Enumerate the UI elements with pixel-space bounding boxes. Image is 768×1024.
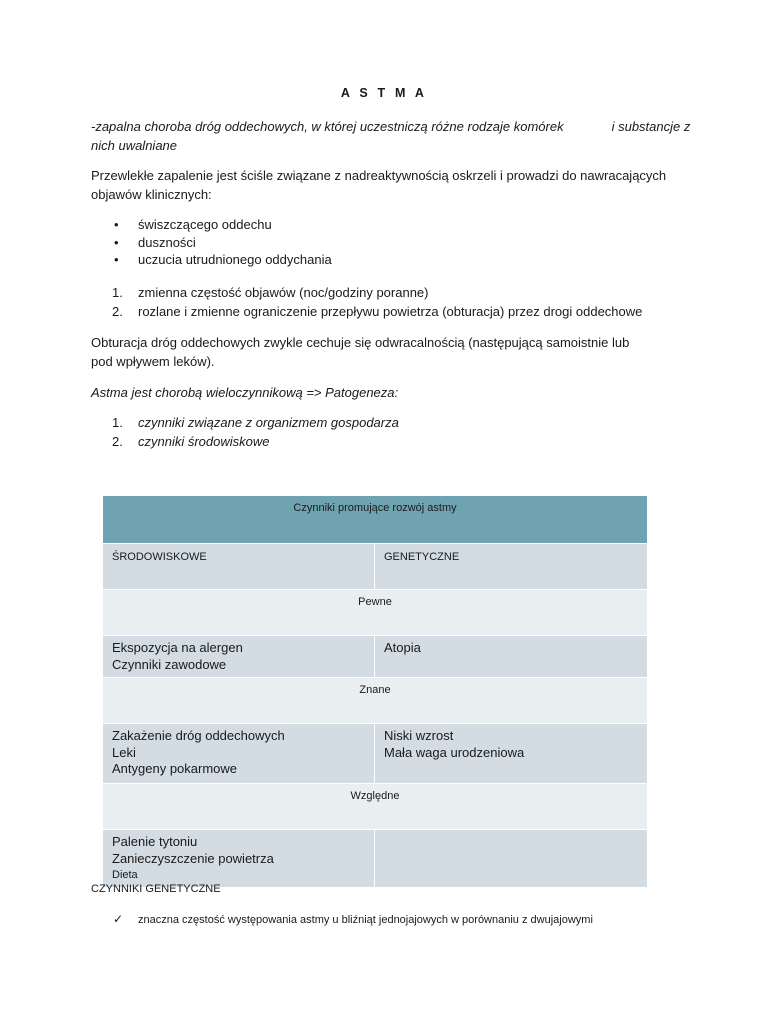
list-item: • duszności [114,234,196,250]
table-row [103,830,648,888]
pathogenesis-list [91,413,399,451]
list-number: 1. [112,285,123,300]
column-header-environmental: ŚRODOWISKOWE [103,544,375,590]
features-list [91,283,642,321]
list-item: • świszczącego oddechu [114,217,272,232]
definition-text-continued: i substancje z [611,119,691,134]
intro-paragraph: Przewlekłe zapalenie jest ściśle związane z nadreaktywnością oskrzeli i prowadzi do nawracających objawów klinicznych: [91,168,667,202]
obturation-paragraph: Obturacja dróg oddechowych zwykle cechuje się odwracalnością (następującą samoistnie lub pod wpływem leków). [91,335,630,369]
table-cell: Niski wzrost Mała waga urodzeniowa [375,724,648,784]
checkmark-icon: ✓ [113,912,124,926]
table-header: Czynniki promujące rozwój astmy [103,496,648,544]
table-cell: Ekspozycja na alergen Czynniki zawodowe [103,636,375,678]
document-title: A S T M A [340,86,428,100]
category-row [103,590,648,636]
list-item: 1. zmienna częstość objawów (noc/godziny poranne) [112,285,429,300]
table-row [103,636,648,678]
bullet-icon: • [114,217,119,232]
category-label: Znane [103,678,648,724]
table-header-row [103,496,648,544]
symptoms-list [91,216,332,269]
table-row [103,724,648,784]
list-number: 2. [112,434,123,449]
definition-line-2: nich uwalniane [91,138,178,153]
pathogenesis-heading: Astma jest chorobą wieloczynnikową => Patogeneza: [91,385,399,400]
category-label: Pewne [103,590,648,636]
table-cell: Zakażenie dróg oddechowych Leki Antygeny pokarmowe [103,724,375,784]
category-row [103,678,648,724]
definition-text: -zapalna choroba dróg oddechowych, w której uczestniczą różne rodzaje komórek [91,119,564,134]
bullet-icon: • [114,234,119,250]
genetic-factors-heading: CZYNNIKI GENETYCZNE [91,883,221,895]
definition-line-1 [91,117,691,136]
category-row [103,784,648,830]
list-number: 1. [112,415,123,430]
risk-factors-table [102,495,648,888]
category-label: Względne [103,784,648,830]
table-cell-empty [375,830,648,888]
table-cell: Atopia [375,636,648,678]
column-header-genetic: GENETYCZNE [375,544,648,590]
list-number: 2. [112,304,123,319]
genetic-point: ✓ znaczna częstość występowania astmy u bliźniąt jednojajowych w porównaniu z dwujajowymi [91,912,593,926]
list-item: 2. rozlane i zmienne ograniczenie przepływu powietrza (obturacja) przez drogi oddechowe [112,304,643,319]
column-header-row [103,544,648,590]
table-cell: Palenie tytoniu Zanieczyszczenie powietrza Dieta [103,830,375,888]
list-item: 1. czynniki związane z organizmem gospodarza [112,415,399,430]
list-item: 2. czynniki środowiskowe [112,434,270,449]
list-item: • uczucia utrudnionego oddychania [114,252,332,267]
bullet-icon: • [114,252,119,267]
